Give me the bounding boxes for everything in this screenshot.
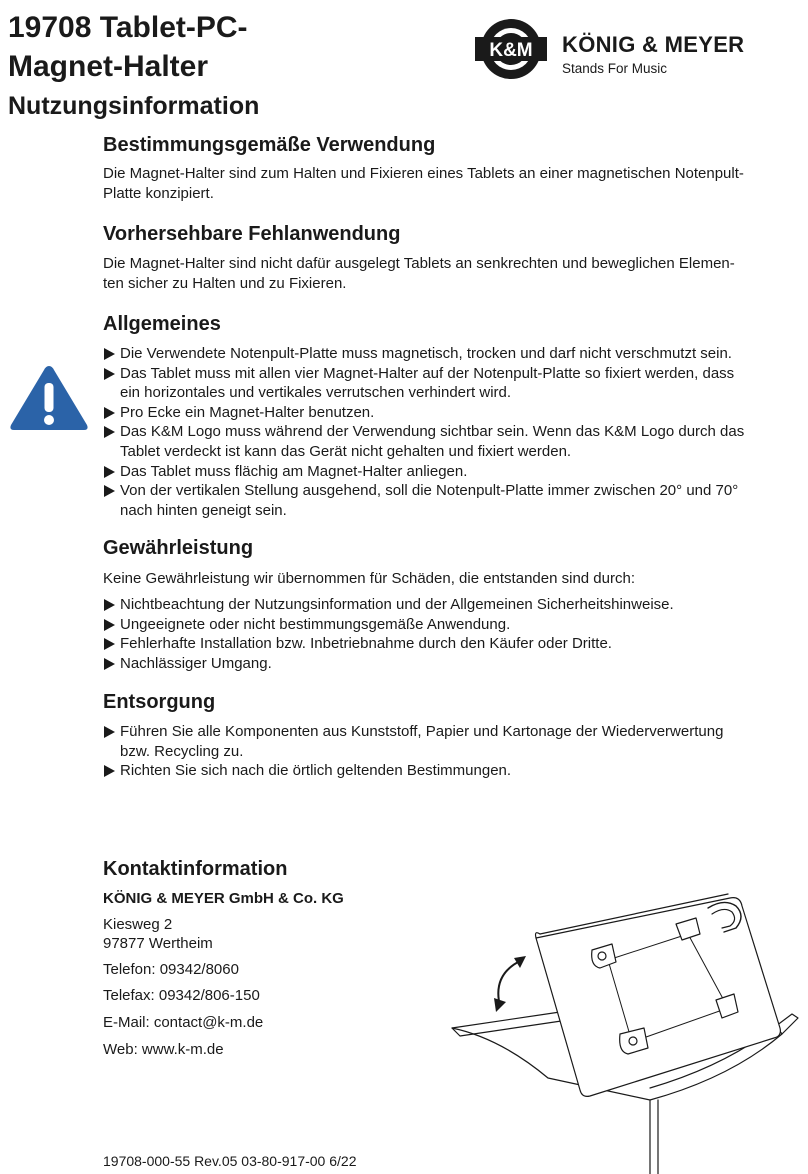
warranty-list bbox=[103, 595, 793, 673]
paragraph-line: Die Magnet-Halter sind nicht dafür ausgelegt Tablets an senkrechten und beweglichen Elemen- bbox=[103, 255, 735, 272]
brand-logo bbox=[475, 17, 805, 83]
list-item-line: ein horizontales und vertikales verrutschen verhindert wird. bbox=[120, 384, 512, 402]
heading-disposal: Entsorgung bbox=[103, 691, 216, 713]
bullet-triangle-icon bbox=[104, 619, 115, 631]
contact-city: 97877 Wertheim bbox=[103, 935, 213, 952]
list-item-line: Tablet verdeckt ist kann das Gerät nicht gehalten und fixiert werden. bbox=[120, 442, 572, 460]
list-item bbox=[103, 344, 793, 364]
bullet-triangle-icon bbox=[104, 485, 115, 497]
brand-name: KÖNIG & MEYER bbox=[562, 32, 745, 57]
list-item-line: Nichtbeachtung der Nutzungsinformation und der Allgemeinen Sicherheitshinweise. bbox=[120, 596, 674, 613]
warning-triangle-icon bbox=[8, 362, 90, 434]
paragraph-line: Die Magnet-Halter sind zum Halten und Fixieren eines Tablets an einer magnetischen Notenpult- bbox=[103, 165, 744, 182]
warranty-intro: Keine Gewährleistung wir übernommen für Schäden, die entstanden sind durch: bbox=[103, 570, 635, 587]
general-list bbox=[103, 344, 793, 520]
contact-fax: Telefax: 09342/806-150 bbox=[103, 987, 260, 1004]
contact-email[interactable]: E-Mail: contact@k-m.de bbox=[103, 1014, 264, 1031]
list-item-line: nach hinten geneigt sein. bbox=[120, 501, 287, 519]
list-item bbox=[103, 422, 793, 461]
paragraph-misuse bbox=[103, 254, 793, 294]
list-item bbox=[103, 722, 793, 761]
list-item-line: Fehlerhafte Installation bzw. Inbetriebnahme durch den Käufer oder Dritte. bbox=[120, 635, 612, 653]
list-item bbox=[103, 462, 793, 482]
heading-warranty: Gewährleistung bbox=[103, 537, 254, 559]
document-footer-id: 19708-000-55 Rev.05 03-80-917-00 6/22 bbox=[103, 1153, 357, 1169]
list-item-line: Das K&M Logo muss während der Verwendung sichtbar sein. Wenn das K&M Logo durch das bbox=[120, 423, 745, 441]
arrow-head-icon bbox=[494, 998, 506, 1012]
list-item-line: Die Verwendete Notenpult-Platte muss magnetisch, trocken und darf nicht verschmutzt sein. bbox=[120, 345, 732, 362]
list-item-line: Das Tablet muss flächig am Magnet-Halter anliegen. bbox=[120, 462, 468, 480]
list-item-line: Pro Ecke ein Magnet-Halter benutzen. bbox=[120, 403, 375, 421]
disposal-list bbox=[103, 722, 793, 781]
bullet-triangle-icon bbox=[104, 638, 115, 650]
list-item bbox=[103, 595, 793, 615]
paragraph-line: ten sicher zu Halten und zu Fixieren. bbox=[103, 275, 347, 292]
bullet-triangle-icon bbox=[104, 765, 115, 777]
list-item bbox=[103, 634, 793, 654]
km-emblem-icon bbox=[475, 17, 547, 81]
contact-company: KÖNIG & MEYER GmbH & Co. KG bbox=[103, 890, 344, 907]
list-item-line: Ungeeignete oder nicht bestimmungsgemäße Anwendung. bbox=[120, 615, 511, 633]
title-line-1: 19708 Tablet-PC- bbox=[8, 11, 248, 44]
list-item bbox=[103, 364, 793, 403]
bullet-triangle-icon bbox=[104, 726, 115, 738]
list-item-line: bzw. Recycling zu. bbox=[120, 742, 244, 760]
heading-misuse: Vorhersehbare Fehlanwendung bbox=[103, 223, 401, 245]
list-item bbox=[103, 615, 793, 635]
brand-tagline: Stands For Music bbox=[562, 61, 668, 76]
bullet-triangle-icon bbox=[104, 599, 115, 611]
heading-general: Allgemeines bbox=[103, 313, 221, 335]
bullet-triangle-icon bbox=[104, 426, 115, 438]
music-stand-illustration bbox=[440, 888, 808, 1174]
list-item-line: Das Tablet muss mit allen vier Magnet-Halter auf der Notenpult-Platte so fixiert werden, dass bbox=[120, 364, 735, 382]
contact-street: Kiesweg 2 bbox=[103, 916, 173, 933]
contact-phone: Telefon: 09342/8060 bbox=[103, 961, 239, 978]
list-item-line: Von der vertikalen Stellung ausgehend, soll die Notenpult-Platte immer zwischen 20° und 70° bbox=[120, 482, 739, 500]
list-item-line: Richten Sie sich nach die örtlich geltenden Bestimmungen. bbox=[120, 762, 512, 780]
list-item-line: Führen Sie alle Komponenten aus Kunststoff, Papier und Kartonage der Wiederverwertung bbox=[120, 723, 724, 740]
bullet-triangle-icon bbox=[104, 368, 115, 380]
bullet-triangle-icon bbox=[104, 466, 115, 478]
emblem-text: K&M bbox=[489, 40, 533, 61]
list-item bbox=[103, 481, 793, 520]
document-title bbox=[8, 8, 248, 86]
bullet-triangle-icon bbox=[104, 407, 115, 419]
document-subtitle: Nutzungsinformation bbox=[8, 92, 260, 120]
arrow-head-icon bbox=[514, 956, 526, 968]
list-item-line: Nachlässiger Umgang. bbox=[120, 654, 272, 672]
paragraph-line: Platte konzipiert. bbox=[103, 185, 214, 202]
paragraph-intended-use bbox=[103, 164, 793, 204]
heading-contact: Kontaktinformation bbox=[103, 858, 288, 880]
list-item bbox=[103, 761, 793, 781]
title-line-2: Magnet-Halter bbox=[8, 50, 209, 83]
list-item bbox=[103, 654, 793, 674]
bullet-triangle-icon bbox=[104, 348, 115, 360]
bullet-triangle-icon bbox=[104, 658, 115, 670]
heading-intended-use: Bestimmungsgemäße Verwendung bbox=[103, 134, 436, 156]
contact-web[interactable]: Web: www.k-m.de bbox=[103, 1041, 224, 1058]
list-item bbox=[103, 403, 793, 423]
